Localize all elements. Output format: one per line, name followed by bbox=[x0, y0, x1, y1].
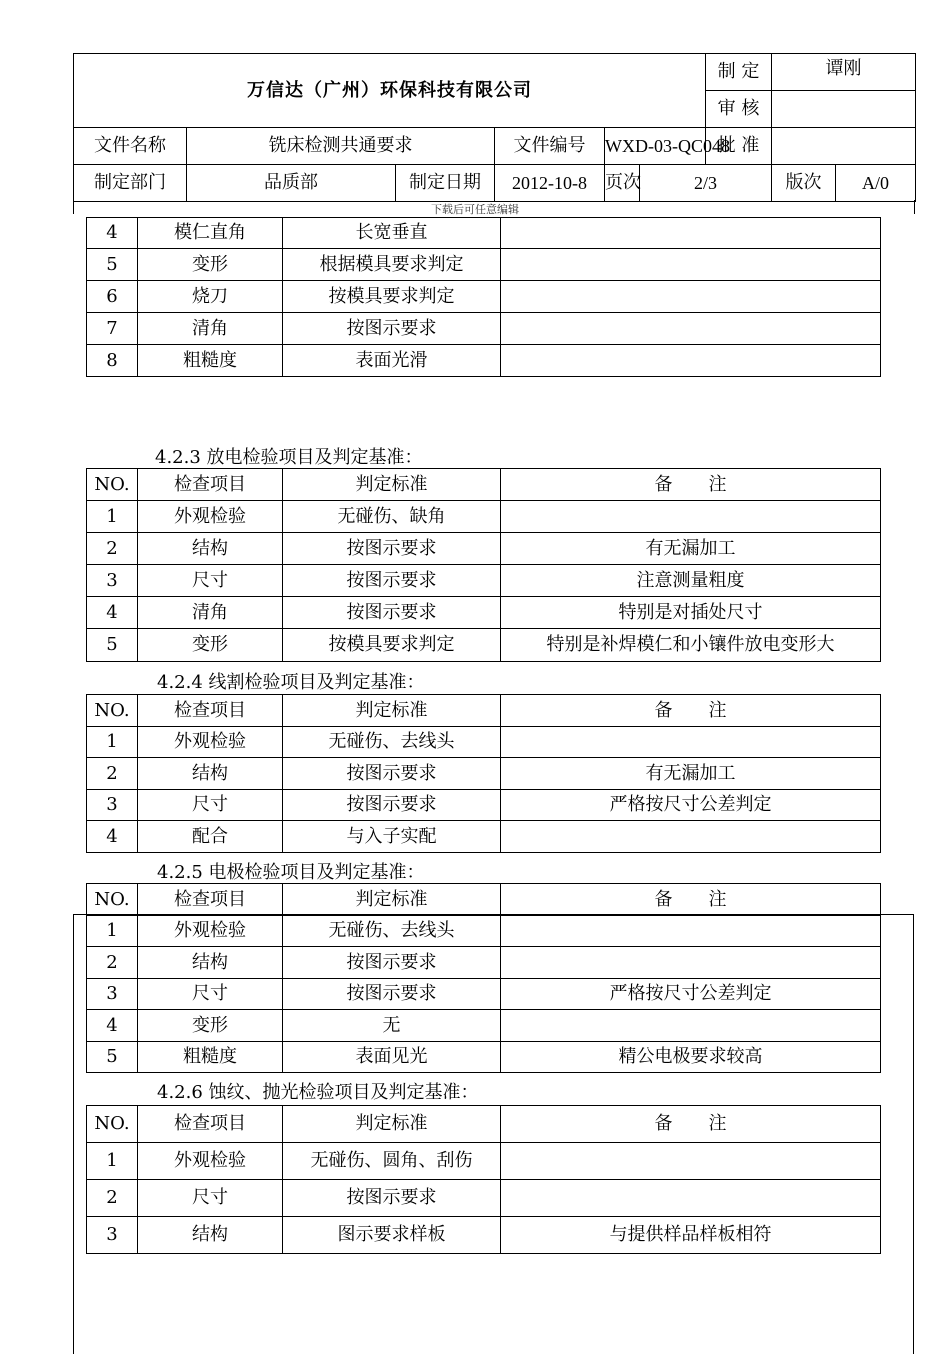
cell-no: 5 bbox=[87, 1042, 138, 1073]
made-value: 谭刚 bbox=[772, 54, 916, 91]
cell-item: 变形 bbox=[138, 1010, 283, 1042]
cell-remark bbox=[501, 821, 881, 853]
header-standard: 判定标准 bbox=[283, 1106, 501, 1143]
wire-cut-inspection-table bbox=[86, 694, 881, 853]
header-no: NO. bbox=[87, 695, 138, 727]
cell-standard: 按图示要求 bbox=[283, 979, 501, 1010]
header-remark: 备 注 bbox=[501, 695, 881, 727]
table-header-row bbox=[87, 884, 881, 916]
cell-item: 结构 bbox=[138, 1217, 283, 1254]
table-row bbox=[87, 565, 881, 597]
version-label: 版次 bbox=[772, 165, 836, 202]
cell-item: 结构 bbox=[138, 758, 283, 790]
cell-standard: 按图示要求 bbox=[283, 533, 501, 565]
cell-remark: 特别是补焊模仁和小镶件放电变形大 bbox=[501, 629, 881, 662]
header-item: 检查项目 bbox=[138, 469, 283, 501]
header-item: 检查项目 bbox=[138, 1106, 283, 1143]
cell-remark: 有无漏加工 bbox=[501, 758, 881, 790]
table-row bbox=[87, 1010, 881, 1042]
cell-item: 粗糙度 bbox=[138, 1042, 283, 1073]
electrode-inspection-table bbox=[86, 883, 881, 1073]
edm-inspection-table bbox=[86, 468, 881, 662]
cell-remark bbox=[501, 249, 881, 281]
cell-no: 2 bbox=[87, 947, 138, 979]
cell-item: 外观检验 bbox=[138, 1143, 283, 1180]
cell-no: 4 bbox=[87, 218, 138, 249]
cell-remark: 精公电极要求较高 bbox=[501, 1042, 881, 1073]
edit-note: 下载后可任意编辑 bbox=[431, 203, 519, 216]
cell-standard: 按图示要求 bbox=[283, 313, 501, 345]
table-row bbox=[87, 979, 881, 1010]
cell-item: 结构 bbox=[138, 947, 283, 979]
table-row bbox=[87, 249, 881, 281]
cell-item: 尺寸 bbox=[138, 979, 283, 1010]
cell-item: 尺寸 bbox=[138, 1180, 283, 1217]
cell-standard: 无 bbox=[283, 1010, 501, 1042]
cell-no: 1 bbox=[87, 916, 138, 947]
cell-no: 4 bbox=[87, 821, 138, 853]
cell-remark: 注意测量粗度 bbox=[501, 565, 881, 597]
cell-no: 1 bbox=[87, 1143, 138, 1180]
cell-remark bbox=[501, 501, 881, 533]
header-standard: 判定标准 bbox=[283, 695, 501, 727]
cell-item: 尺寸 bbox=[138, 790, 283, 821]
page-label: 页次 bbox=[605, 165, 640, 202]
header-item: 检查项目 bbox=[138, 695, 283, 727]
date-value: 2012-10-8 bbox=[495, 165, 605, 202]
cell-remark bbox=[501, 281, 881, 313]
table-row bbox=[87, 218, 881, 249]
cell-remark: 有无漏加工 bbox=[501, 533, 881, 565]
file-no-label: 文件编号 bbox=[495, 128, 605, 165]
review-label: 审 核 bbox=[706, 91, 772, 128]
table-row bbox=[87, 790, 881, 821]
header-remark: 备 注 bbox=[501, 1106, 881, 1143]
cell-no: 7 bbox=[87, 313, 138, 345]
document-header bbox=[73, 53, 916, 202]
table-row bbox=[87, 597, 881, 629]
cell-no: 4 bbox=[87, 1010, 138, 1042]
page-value: 2/3 bbox=[640, 165, 772, 202]
dept-label: 制定部门 bbox=[74, 165, 187, 202]
header-no: NO. bbox=[87, 1106, 138, 1143]
cell-item: 尺寸 bbox=[138, 565, 283, 597]
table-row bbox=[87, 313, 881, 345]
cell-item: 粗糙度 bbox=[138, 345, 283, 377]
header-no: NO. bbox=[87, 884, 138, 916]
table-row bbox=[87, 1217, 881, 1254]
header-remark: 备 注 bbox=[501, 469, 881, 501]
cell-no: 1 bbox=[87, 501, 138, 533]
cell-remark bbox=[501, 916, 881, 947]
cell-item: 烧刀 bbox=[138, 281, 283, 313]
cell-standard: 根据模具要求判定 bbox=[283, 249, 501, 281]
cell-standard: 按模具要求判定 bbox=[283, 629, 501, 662]
cell-remark: 严格按尺寸公差判定 bbox=[501, 790, 881, 821]
cell-standard: 按图示要求 bbox=[283, 758, 501, 790]
cell-no: 3 bbox=[87, 790, 138, 821]
cell-remark bbox=[501, 1180, 881, 1217]
approve-label: 批 准 bbox=[706, 128, 772, 165]
table-header-row bbox=[87, 695, 881, 727]
etching-polishing-inspection-table bbox=[86, 1105, 881, 1254]
cell-no: 5 bbox=[87, 249, 138, 281]
cell-item: 变形 bbox=[138, 629, 283, 662]
table-row bbox=[87, 281, 881, 313]
cell-standard: 无碰伤、圆角、刮伤 bbox=[283, 1143, 501, 1180]
cell-remark bbox=[501, 1010, 881, 1042]
cell-item: 配合 bbox=[138, 821, 283, 853]
cell-standard: 长宽垂直 bbox=[283, 218, 501, 249]
cell-standard: 按模具要求判定 bbox=[283, 281, 501, 313]
milling-inspection-table bbox=[86, 217, 881, 377]
cell-item: 模仁直角 bbox=[138, 218, 283, 249]
file-no-value: WXD-03-QC048 bbox=[605, 128, 706, 165]
cell-standard: 按图示要求 bbox=[283, 565, 501, 597]
cell-no: 8 bbox=[87, 345, 138, 377]
cell-remark: 严格按尺寸公差判定 bbox=[501, 979, 881, 1010]
table-row bbox=[87, 1180, 881, 1217]
cell-item: 外观检验 bbox=[138, 916, 283, 947]
cell-standard: 无碰伤、去线头 bbox=[283, 727, 501, 758]
cell-no: 1 bbox=[87, 727, 138, 758]
file-name-value: 铣床检测共通要求 bbox=[187, 128, 495, 165]
cell-standard: 图示要求样板 bbox=[283, 1217, 501, 1254]
cell-standard: 按图示要求 bbox=[283, 790, 501, 821]
cell-no: 2 bbox=[87, 758, 138, 790]
table-row bbox=[87, 1143, 881, 1180]
file-name-label: 文件名称 bbox=[74, 128, 187, 165]
section-title-electrode: 4.2.5 电极检验项目及判定基准： bbox=[157, 862, 425, 883]
table-header-row bbox=[87, 469, 881, 501]
table-row bbox=[87, 821, 881, 853]
cell-remark bbox=[501, 313, 881, 345]
cell-no: 4 bbox=[87, 597, 138, 629]
cell-standard: 表面光滑 bbox=[283, 345, 501, 377]
made-label: 制 定 bbox=[706, 54, 772, 91]
cell-item: 外观检验 bbox=[138, 727, 283, 758]
cell-no: 2 bbox=[87, 533, 138, 565]
cell-item: 清角 bbox=[138, 313, 283, 345]
table-row bbox=[87, 916, 881, 947]
cell-no: 3 bbox=[87, 565, 138, 597]
section-title-edm: 4.2.3 放电检验项目及判定基准： bbox=[155, 447, 423, 468]
table-row bbox=[87, 345, 881, 377]
cell-standard: 与入子实配 bbox=[283, 821, 501, 853]
table-row bbox=[87, 533, 881, 565]
cell-remark bbox=[501, 1143, 881, 1180]
cell-remark: 与提供样品样板相符 bbox=[501, 1217, 881, 1254]
header-remark: 备 注 bbox=[501, 884, 881, 916]
cell-standard: 无碰伤、去线头 bbox=[283, 916, 501, 947]
review-value bbox=[772, 91, 916, 128]
approve-value bbox=[772, 128, 916, 165]
cell-no: 3 bbox=[87, 1217, 138, 1254]
cell-standard: 按图示要求 bbox=[283, 1180, 501, 1217]
header-standard: 判定标准 bbox=[283, 469, 501, 501]
cell-standard: 按图示要求 bbox=[283, 947, 501, 979]
cell-no: 5 bbox=[87, 629, 138, 662]
section-title-etching-polishing: 4.2.6 蚀纹、抛光检验项目及判定基准： bbox=[157, 1082, 479, 1103]
cell-standard: 表面见光 bbox=[283, 1042, 501, 1073]
table-row bbox=[87, 758, 881, 790]
version-value: A/0 bbox=[836, 165, 916, 202]
cell-no: 3 bbox=[87, 979, 138, 1010]
section-title-wire-cut: 4.2.4 线割检验项目及判定基准： bbox=[157, 672, 425, 693]
header-no: NO. bbox=[87, 469, 138, 501]
cell-remark: 特别是对插处尺寸 bbox=[501, 597, 881, 629]
cell-standard: 无碰伤、缺角 bbox=[283, 501, 501, 533]
table-row bbox=[87, 947, 881, 979]
cell-item: 外观检验 bbox=[138, 501, 283, 533]
table-row bbox=[87, 727, 881, 758]
cell-no: 2 bbox=[87, 1180, 138, 1217]
table-header-row bbox=[87, 1106, 881, 1143]
header-item: 检查项目 bbox=[138, 884, 283, 916]
cell-no: 6 bbox=[87, 281, 138, 313]
date-label: 制定日期 bbox=[396, 165, 495, 202]
cell-item: 变形 bbox=[138, 249, 283, 281]
table-row bbox=[87, 629, 881, 662]
cell-remark bbox=[501, 345, 881, 377]
table-row bbox=[87, 1042, 881, 1073]
cell-standard: 按图示要求 bbox=[283, 597, 501, 629]
dept-value: 品质部 bbox=[187, 165, 396, 202]
cell-remark bbox=[501, 218, 881, 249]
cell-remark bbox=[501, 947, 881, 979]
cell-remark bbox=[501, 727, 881, 758]
company-name: 万信达（广州）环保科技有限公司 bbox=[74, 54, 706, 128]
cell-item: 结构 bbox=[138, 533, 283, 565]
cell-item: 清角 bbox=[138, 597, 283, 629]
header-standard: 判定标准 bbox=[283, 884, 501, 916]
table-row bbox=[87, 501, 881, 533]
